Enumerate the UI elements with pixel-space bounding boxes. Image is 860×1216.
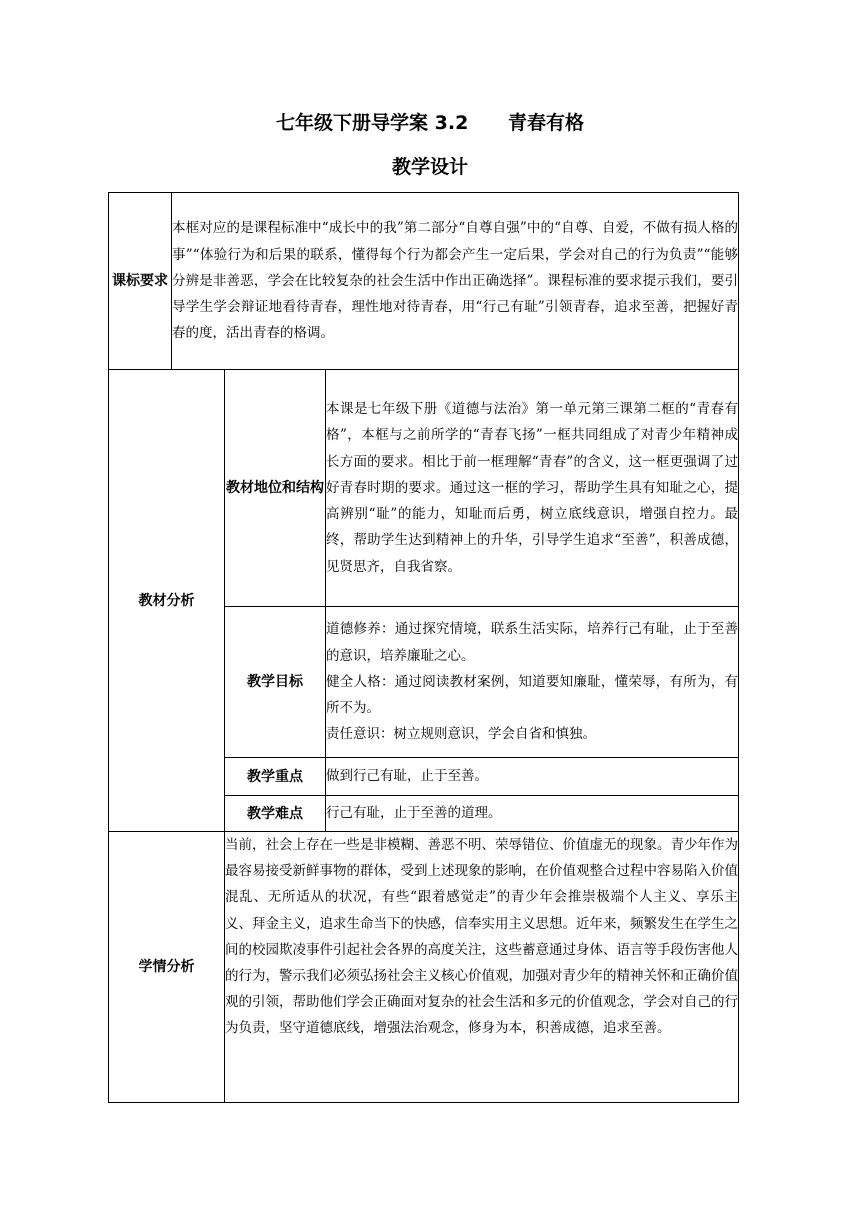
goals-label: 教学目标 <box>247 674 303 690</box>
key-point-label: 教学重点 <box>247 768 303 785</box>
material-analysis-label: 教材分析 <box>138 592 195 609</box>
curriculum-text: 本框对应的是课程标准中“成长中的我”第二部分“自尊自强”中的“自尊、自爱，不做有损人格的事”“体验行为和后果的联系，懂得每个行为都会产生一定后果，学会对自己的行为负责”“能够分辨是非善恶，学会在比较复杂的社会生活中作出正确选择”。课程标准的要求提示我们，要引导学生学会辩证地看待青春，理性地对待青春，用“行己有耻”引领青春，追求至善，把握好青春的度，活出青春的格调。 <box>172 220 739 342</box>
curriculum-text-cell <box>172 193 739 370</box>
key-point-text: 做到行己有耻，止于至善。 <box>326 768 488 785</box>
document-subtitle: 教学设计 <box>391 156 468 178</box>
teaching-design-table <box>108 192 739 1103</box>
learner-analysis-label-cell <box>109 832 225 1103</box>
curriculum-label-cell <box>109 193 172 370</box>
document-title: 七年级下册导学案 3.2 青春有格 <box>276 112 584 134</box>
difficulty-text: 行己有耻，止于至善的道理。 <box>326 805 502 822</box>
material-position-row <box>109 370 739 607</box>
material-analysis-label-cell <box>109 370 225 832</box>
learner-analysis-row <box>109 832 739 1103</box>
goals-text-cell <box>326 607 739 758</box>
position-text: 本课是七年级下册《道德与法治》第一单元第三课第二框的“青春有格”，本框与之前所学的“青春飞扬”一框共同组成了对青少年精神成长方面的要求。相比于前一框理解“青春”的含义，这一框更强调了过好青春时期的要求。通过这一框的学习，帮助学生具有知耻之心，提高辨别“耻”的能力，知耻而后勇，树立底线意识，增强自控力。最终，帮助学生达到精神上的升华，引导学生追求“至善”，积善成德，见贤思齐，自我省察。 <box>326 401 739 575</box>
goal-item: 道德修养：通过探究情境，联系生活实际，培养行己有耻，止于至善的意识，培养廉耻之心。 <box>326 621 739 664</box>
goal-item: 健全人格：通过阅读教材案例，知道要知廉耻，懂荣辱，有所为，有所不为。 <box>326 673 739 717</box>
difficulty-label-cell <box>225 796 326 832</box>
position-label: 教材地位和结构 <box>226 480 324 496</box>
learner-analysis-label: 学情分析 <box>138 959 195 975</box>
position-label-cell <box>225 370 326 607</box>
goals-label-cell <box>225 607 326 758</box>
curriculum-label: 课标要求 <box>112 273 168 289</box>
key-point-label-cell <box>225 758 326 796</box>
curriculum-row <box>109 193 739 370</box>
key-point-text-cell <box>326 758 739 796</box>
goal-item: 责任意识：树立规则意识，学会自省和慎独。 <box>326 726 596 743</box>
difficulty-label: 教学难点 <box>247 805 303 822</box>
learner-analysis-text: 当前，社会上存在一些是非模糊、善恶不明、荣辱错位、价值虚无的现象。青少年作为最容易接受新鲜事物的群体，受到上述现象的影响，在价值观整合过程中容易陷入价值混乱、无所适从的状况，有些“跟着感觉走”的青少年会推崇极端个人主义、享乐主义、拜金主义，追求生命当下的快感，信奉实用主义思想。近年来，频繁发生在学生之间的校园欺凌事件引起社会各界的高度关注，这些蓄意通过身体、语言等手段伤害他人的行为，警示我们必须弘扬社会主义核心价值观，加强对青少年的精神关怀和正确价值观的引领，帮助他们学会正确面对复杂的社会生活和多元的价值观念，学会对自己的行为负责，坚守道德底线，增强法治观念，修身为本，积善成德，追求至善。 <box>225 837 739 1037</box>
position-text-cell <box>326 370 739 607</box>
learner-analysis-text-cell <box>225 832 739 1103</box>
difficulty-text-cell <box>326 796 739 832</box>
